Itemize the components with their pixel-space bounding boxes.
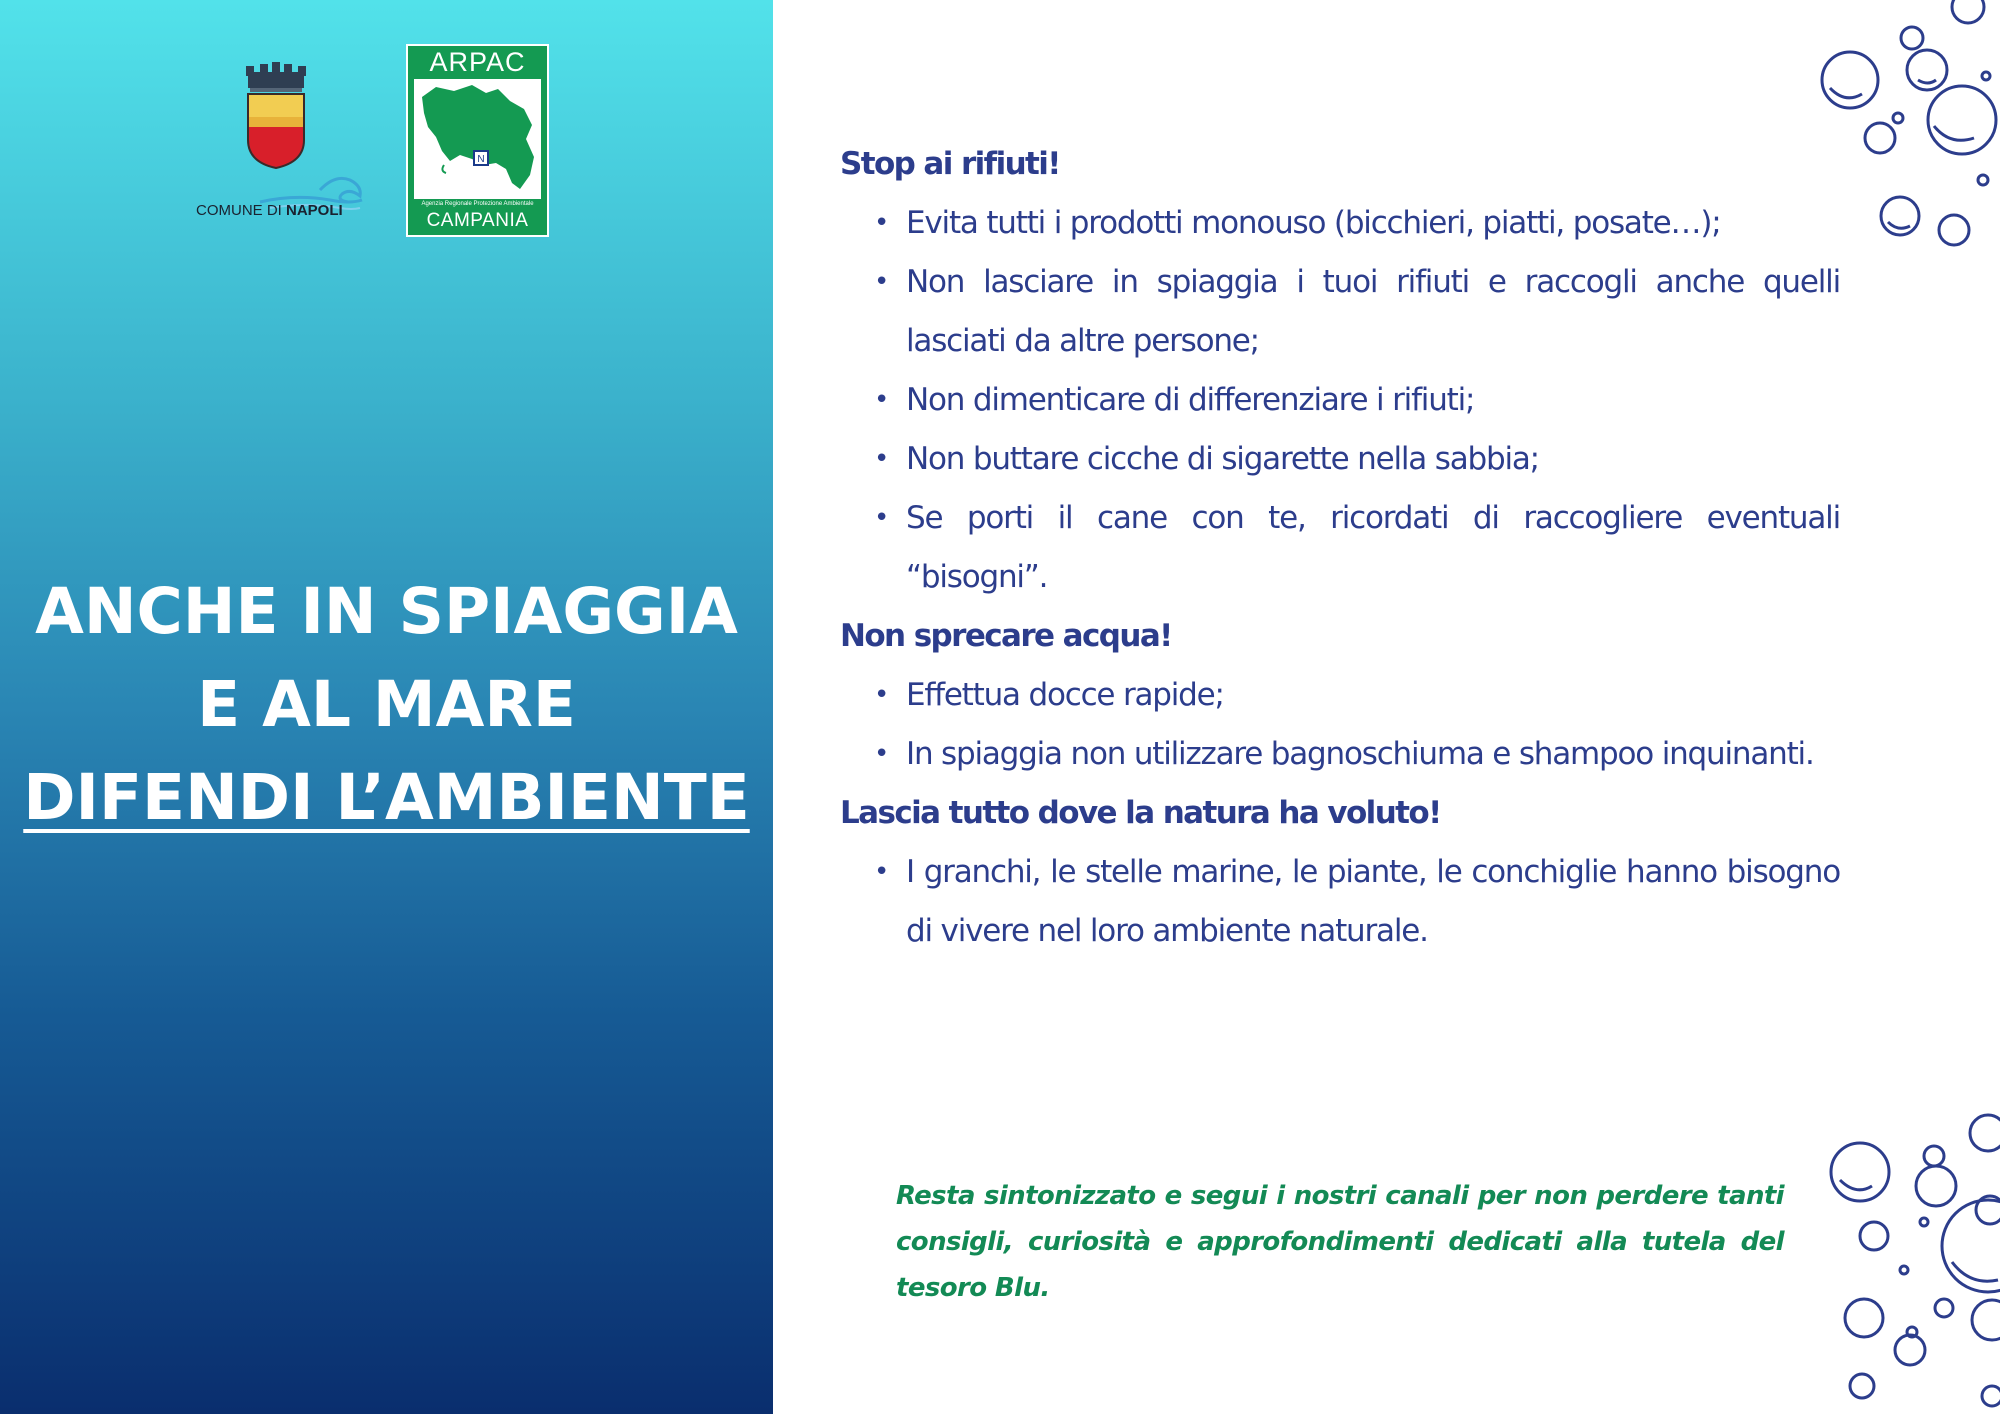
arpac-logo-region: CAMPANIA — [426, 210, 529, 231]
arpac-logo-subtitle: Agenzia Regionale Protezione Ambientale — [421, 201, 534, 207]
comune-di-napoli-label: COMUNE DI NAPOLI — [196, 202, 343, 219]
arpac-logo-title: ARPAC — [429, 47, 526, 77]
bubble-icon — [1928, 86, 1996, 154]
bubble-icon — [1845, 1299, 1883, 1337]
svg-text:N: N — [477, 154, 485, 165]
headline-line-1: ANCHE IN SPIAGGIA — [35, 575, 738, 648]
bubble-icon — [1942, 1200, 2000, 1292]
bubble-icon — [1865, 123, 1895, 153]
bubble-icon — [1831, 1143, 1889, 1201]
list-item: • I granchi, le stelle marine, le piante, le conchiglie hanno bisogno di vivere nel loro ambiente naturale. — [840, 843, 1840, 961]
bubble-icon — [1952, 0, 1984, 23]
bubble-icon — [1895, 1335, 1925, 1365]
campania-map-icon — [414, 79, 541, 199]
section-title-non-sprecare-acqua: Non sprecare acqua! — [840, 618, 1172, 654]
bubble-icon — [1976, 1196, 2000, 1224]
list-item: • Non lasciare in spiaggia i tuoi rifiuti e raccogli anche quelli lasciati da altre persone; — [840, 253, 1840, 371]
section-list-stop-rifiuti — [840, 194, 1840, 607]
bubble-icon — [1982, 1386, 2000, 1406]
list-item: • Effettua docce rapide; — [840, 666, 1840, 725]
section-list-lascia-tutto — [840, 843, 1840, 961]
footer-note: Resta sintonizzato e segui i nostri canali per non perdere tanti consigli, curiosità e approfondimenti dedicati alla tutela del tesoro Blu. — [896, 1181, 1784, 1303]
bubble-icon — [1893, 113, 1903, 123]
list-item: • Non buttare cicche di sigarette nella sabbia; — [840, 430, 1840, 489]
list-item: • Evita tutti i prodotti monouso (bicchieri, piatti, posate…); — [840, 194, 1840, 253]
headline — [0, 565, 773, 844]
bubble-icon — [1850, 1374, 1874, 1398]
bubble-icon — [1970, 1115, 2000, 1151]
bubble-icon — [1907, 50, 1947, 90]
bubble-icon — [1901, 27, 1923, 49]
bubble-icon — [1939, 215, 1969, 245]
section-list-non-sprecare-acqua — [840, 666, 1840, 784]
bubble-icon — [1935, 1299, 1953, 1317]
bubble-icon — [1924, 1146, 1944, 1166]
headline-line-2: E AL MARE — [197, 668, 576, 741]
bubble-icon — [1860, 1222, 1888, 1250]
list-item: • In spiaggia non utilizzare bagnoschiuma e shampoo inquinanti. — [840, 725, 1840, 784]
bubble-icon — [1900, 1266, 1908, 1274]
headline-line-3: DIFENDI L’AMBIENTE — [23, 761, 750, 834]
list-item: • Se porti il cane con te, ricordati di raccogliere eventuali “bisogni”. — [840, 489, 1840, 607]
arpac-campania-logo — [406, 44, 549, 237]
bubble-icon — [1881, 197, 1919, 235]
section-title-lascia-tutto: Lascia tutto dove la natura ha voluto! — [840, 795, 1441, 831]
bubble-icon — [1982, 72, 1990, 80]
bubble-icon — [1822, 52, 1878, 108]
left-panel — [0, 0, 773, 1414]
bubble-icon — [1978, 175, 1988, 185]
bubble-icon — [1972, 1300, 2000, 1340]
list-item: • Non dimenticare di differenziare i rifiuti; — [840, 371, 1840, 430]
bubble-icon — [1907, 1327, 1917, 1337]
tips-content — [840, 135, 1840, 961]
bubble-icon — [1920, 1218, 1928, 1226]
bubble-icon — [1916, 1166, 1956, 1206]
section-title-stop-rifiuti: Stop ai rifiuti! — [840, 146, 1060, 182]
